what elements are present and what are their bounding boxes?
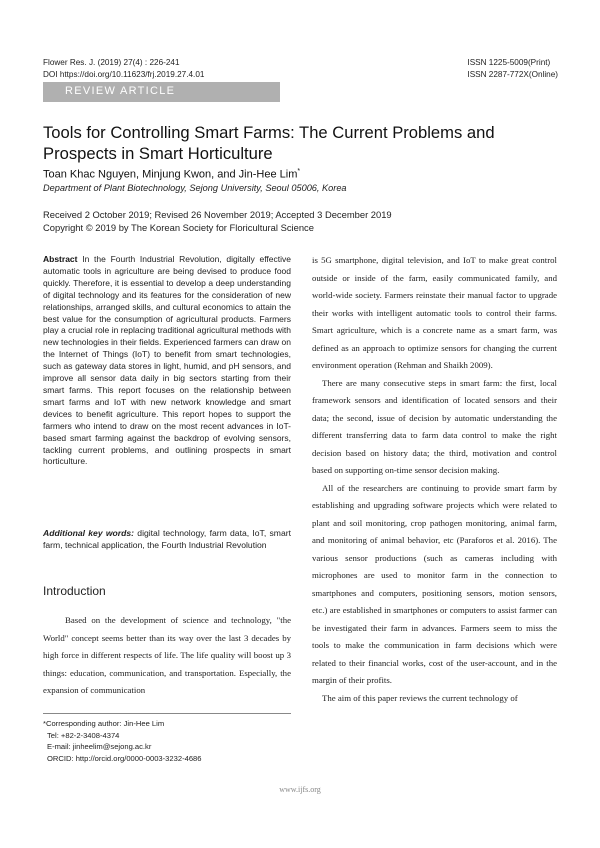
introduction-paragraph: Based on the development of science and technology, "the World" concept seems better than its way over the last 3 decades by high force in different respects of life. The life quality will boost up 3 things: education, communication, and transportation. Especially, the expansion of communication [43,615,291,695]
body-paragraph: All of the researchers are continuing to provide smart farm by establishing and upgrading software projects which were related to plant and soil monitoring, crop pathogen monitoring, animal farm, and monitoring of animal behavior, etc (Paraforos et al. 2016). The various sensor productions (such as cameras including with microphones are used to monitor farm in the connection to smartphones and computers, positioning sensors, motion sensors, etc.) are established in smartphones or computers to assist farmer can be investigated their farm in advances. Farmers seem to miss the tools to make the communication in farm decisions which were related to their financial works, cost of the user-account, and in the margin of their profits. [312,482,557,685]
author-phone: Tel: +82-2-3408-4374 [47,730,120,740]
keywords [43,527,291,551]
article-type-label: REVIEW ARTICLE [65,85,176,97]
issn-block [467,57,558,80]
body-paragraph: There are many consecutive steps in smart farm: the first, local framework sensors and identification of located sensors and their data; the second, issue of decision by automatic understanding the different transferring data to farm data control to make the right decision based on history data; the third, motivation and control based on supporting on-time sensor decision making. [312,377,557,475]
keywords-text: digital technology, farm data, IoT, smart farm, technical application, the Fourth Industrial Revolution [43,528,291,550]
body-paragraph: The aim of this paper reviews the current technology of [322,692,518,703]
article-title: Tools for Controlling Smart Farms: The Current Problems and Prospects in Smart Horticulture [43,123,495,163]
right-column-body [312,252,557,707]
journal-header [43,57,204,80]
author-email[interactable]: E-mail: jinheelim@sejong.ac.kr [47,742,152,752]
footnote-divider [43,713,291,714]
section-heading-introduction: Introduction [43,584,106,598]
copyright-notice: Copyright © 2019 by The Korean Society for Floricultural Science [43,222,314,233]
abstract-text: In the Fourth Industrial Revolution, digitally effective automatic tools in agriculture are being devised to produce food quickly. Therefore, it is essential to develop a deep understanding of digital technology and its features for the consideration of new relationships, arranged skills, and cultural economics to attain the best value for the consumption of agricultural products. Farmers play a crucial role in replacing traditional agricultural methods with new technologies in their fields. Experienced farmers can draw on the Internet of Things (IoT) to benefit from smart technologies, such as gateway data stores in light, humid, and pH sensors, and improve all sensor data daily in big sectors starting from their smart farms. This report focuses on the relationship between smart farms and IoT with new network knowledge and smart devices to benefit agriculture. This report hopes to support the farmers who intend to draw on the most recent advances in IoT-based smart farming against the backdrop of evolving sensors, tackling current problems, and outlining prospects in smart horticulture. [43,254,291,467]
issn-print: ISSN 1225-5009(Print) [467,58,551,67]
affiliation: Department of Plant Biotechnology, Sejong University, Seoul 05006, Korea [43,183,347,193]
article-type-banner [43,82,280,102]
abstract [43,254,291,468]
journal-website-footer[interactable]: www.ijfs.org [279,785,321,794]
author-names: Toan Khac Nguyen, Minjung Kwon, and Jin-Hee Lim [43,168,298,181]
doi-link[interactable]: DOI https://doi.org/10.11623/frj.2019.27.4.01 [43,69,205,79]
issn-online: ISSN 2287-772X(Online) [467,69,558,79]
author-orcid[interactable]: ORCID: http://orcid.org/0000-0003-3232-4686 [47,753,202,763]
corresponding-mark: * [297,168,301,175]
corresponding-author: *Corresponding author: Jin-Hee Lim [43,719,165,728]
author-list [43,168,300,181]
abstract-label: Abstract [43,254,78,264]
received-dates: Received 2 October 2019; Revised 26 November 2019; Accepted 3 December 2019 [43,209,392,220]
publication-dates [43,208,392,234]
body-paragraph: is 5G smartphone, digital television, and IoT to make great control outside or inside of the farm, easily communicated family, and world-wide society. Farmers reinstate their manual factor to upgrade their works with intelligent automatic tools to control their farms. Smart agriculture, which is a concrete name as a smart farm, was defined as an approach to optimize sensors for changing the current environment operation (Rehman and Shaikh 2009). [312,255,557,370]
journal-citation: Flower Res. J. (2019) 27(4) : 226-241 [43,58,180,67]
keywords-label: Additional key words: [43,528,135,538]
corresponding-author-footnote [43,718,202,764]
